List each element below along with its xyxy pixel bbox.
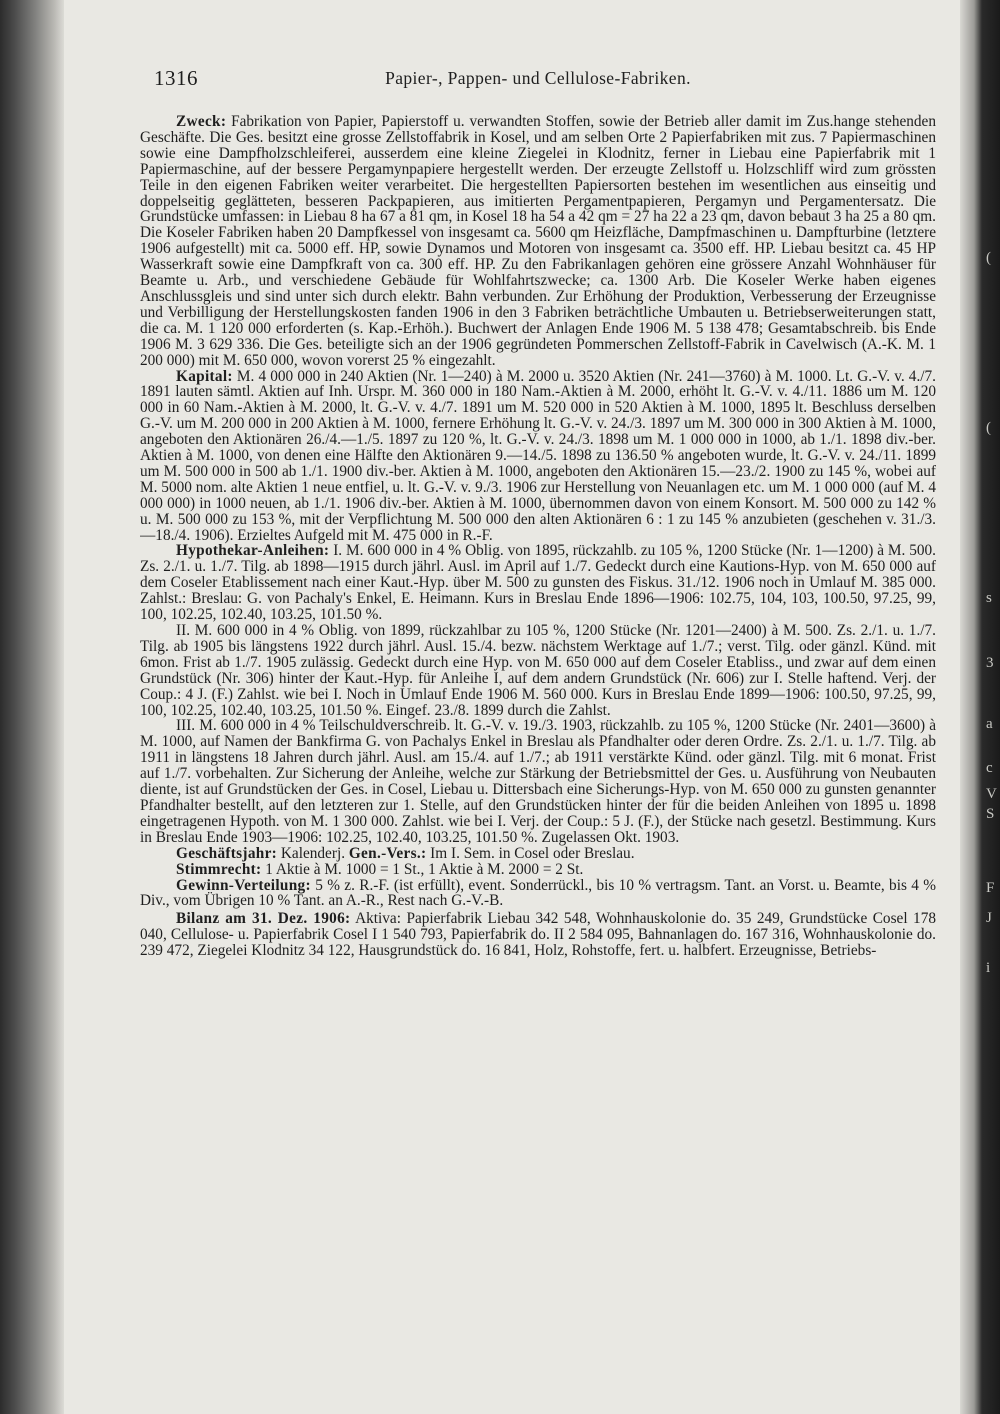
edge-fragment: i <box>986 960 991 976</box>
edge-fragment: S <box>986 806 995 822</box>
facing-page-edge <box>960 0 1000 1414</box>
section-stimmrecht <box>140 862 936 878</box>
section-anleihe-ii <box>140 623 936 718</box>
section-bilanz <box>140 911 936 959</box>
running-title: Papier-, Pappen- und Cellulose-Fabriken. <box>385 68 691 88</box>
page-body <box>140 106 936 959</box>
edge-fragment: c <box>986 760 993 776</box>
section-label: Gen.-Vers.: <box>348 844 427 862</box>
edge-fragment: ( <box>986 250 991 266</box>
section-label: Bilanz am 31. Dez. 1906: <box>176 910 351 928</box>
section-label: Gewinn-Verteilung: <box>176 876 311 894</box>
section-text: 1 Aktie à M. 1000 = 1 St., 1 Aktie à M. 2000 = 2 St. <box>261 860 584 878</box>
edge-fragment: s <box>986 590 992 606</box>
section-gewinn-verteilung <box>140 878 936 910</box>
section-label: Geschäftsjahr: <box>176 844 278 862</box>
edge-fragment: F <box>986 880 995 896</box>
section-label: Stimmrecht: <box>176 860 262 878</box>
edge-fragment: ( <box>986 420 991 436</box>
section-text: Kalenderj. <box>277 844 349 862</box>
section-text: 5 % z. R.-F. (ist erfüllt), event. Sonderrückl., bis 10 % vertragsm. Tant. an Vorst. u. Beamte, bis 4 % Div., vom Übrigen 10 % Tant. an A.-R., Rest nach G.-V.-B. <box>140 876 936 910</box>
edge-fragment: V <box>986 786 997 802</box>
page-header <box>140 62 936 106</box>
section-text: I. M. 600 000 in 4 % Oblig. von 1895, rückzahlb. zu 105 %, 1200 Stücke (Nr. 1—1200) à M. 500. Zs. 2./1. u. 1./7. Tilg. ab 1898—1915 durch jährl. Ausl. im April auf 1./7. Gedeckt durch eine Kautions-Hyp. von M. 650 000 auf dem Coseler Etablissement nach einer Kaut.-Hyp. über M. 500 zu gunsten des Fiskus. 31./12. 1906 noch in Umlauf M. 385 000. Zahlst.: Breslau: G. von Pachaly's Enkel, E. Heimann. Kurs in Breslau Ende 1896—1906: 102.75, 104, 103, 100.50, 97.25, 99, 100, 102.25, 102.40, 103.25, 101.50 %. <box>140 542 936 624</box>
section-zweck <box>140 114 936 369</box>
edge-fragment: 3 <box>986 655 994 671</box>
section-kapital <box>140 369 936 544</box>
section-text: M. 4 000 000 in 240 Aktien (Nr. 1—240) à M. 2000 u. 3520 Aktien (Nr. 241—3760) à M. 1000. Lt. G.-V. v. 4./7. 1891 lauten sämtl. Aktien auf Inh. Urspr. M. 360 000 in 180 Nam.-Aktien à M. 2000, erhöht lt. G.-V. v. 4./11. 1886 um M. 120 000 in 60 Nam.-Aktien à M. 2000, lt. G.-V. v. 4./7. 1891 um M. 520 000 in 520 Aktien à M. 1000, 1895 lt. Beschluss derselben G.-V. um M. 200 000 in 200 Aktien à M. 1000, fernere Erhöhung lt. G.-V. v. 24./3. 1897 um M. 300 000 in 300 Aktien à M. 1000, angeboten den Aktionären 26./4.—1./5. 1897 zu 120 %, lt. G.-V. v. 24./3. 1898 um M. 1 000 000 in 1000, ab 1./1. 1898 div.-ber. Aktien à M. 1000, von denen eine Hälfte den Aktionären 9.—14./5. 1898 zu 136.50 % angeboten wurde, lt. G.-V. v. 24./11. 1899 um M. 500 000 in 500 ab 1./1. 1900 div.-ber. Aktien à M. 1000, angeboten den Aktionären 15.—23./2. 1900 zu 145 %, wobei auf M. 5000 nom. alte Aktien 1 neue entfiel, u. lt. G.-V. v. 9./3. 1906 zur Herstellung von Neuanlagen etc. um M. 1 000 000 (auf M. 4 000 000) in 1000 neuen, ab 1./1. 1906 div.-ber. Aktien à M. 1000, übernommen davon von einem Konsort. M. 500 000 zu 142 % u. M. 500 000 zu 153 %, mit der Verpflichtung M. 500 000 den alten Aktionären 6 : 1 zu 145 % anzubieten (geschehen v. 31./3.—18./4. 1906). Erzieltes Aufgeld mit M. 475 000 in R.-F. <box>140 367 936 544</box>
document-page <box>140 62 936 1402</box>
section-label: Kapital: <box>176 367 233 385</box>
section-text: II. M. 600 000 in 4 % Oblig. von 1899, rückzahlbar zu 105 %, 1200 Stücke (Nr. 1201—2400) à M. 500. Zs. 2./1. u. 1./7. Tilg. ab 1905 bis längstens 1922 durch jährl. Ausl. 15./4. bezw. nächstem Werktage auf 1./7.; verst. Tilg. oder gänzl. Künd. mit 6mon. Frist ab 1./7. 1905 zulässig. Gedeckt durch eine Hyp. von M. 650 000 auf dem Coseler Etabliss., und zwar auf dem einen Grundstück (Nr. 306) hinter der Kaut.-Hyp. für Anleihe I, auf dem andern Grundstück (Nr. 606) zur I. Stelle haftend. Verj. der Coup.: 4 J. (F.) Zahlst. wie bei I. Noch in Umlauf Ende 1906 M. 560 000. Kurs in Breslau Ende 1899—1906: 100.50, 97.25, 99, 100, 102.25, 102.40, 103.25, 101.50 %. Eingef. 23./8. 1899 durch die Zahlst. <box>140 622 936 719</box>
section-text: Fabrikation von Papier, Papierstoff u. verwandten Stoffen, sowie der Betrieb aller damit im Zus.hange stehenden Geschäfte. Die Ges. besitzt eine grosse Zellstoffabrik in Kosel, und am selben Orte 2 Papierfabriken mit zus. 7 Papiermaschinen sowie eine Dampfholzschleiferei, ausserdem eine kleine Ziegelei in Klodnitz, ferner in Liebau eine Papierfabrik mit 1 Papiermaschine, auf der bessere Pergamynpapiere hergestellt werden. Der erzeugte Zellstoff u. Holzschliff wird zum grössten Teile in den eigenen Fabriken weiter verarbeitet. Die hergestellten Papiersorten bestehen im wesentlichen aus einseitig und doppelseitig geglätteten, besseren Packpapieren, aus imitierten Pergamentpapieren, Pergamyn und Pergamentersatz. Die Grundstücke umfassen: in Liebau 8 ha 67 a 81 qm, in Kosel 18 ha 54 a 42 qm = 27 ha 22 a 23 qm, davon bebaut 3 ha 25 a 80 qm. Die Koseler Fabriken haben 20 Dampfkessel von insgesamt ca. 5600 qm Heizfläche, Dampfmaschinen u. Dampfturbine (letztere 1906 aufgestellt) mit ca. 5000 eff. HP, sowie Dynamos und Motoren von insgesamt ca. 3500 eff. HP. Liebau besitzt ca. 45 HP Wasserkraft sowie eine Dampfkraft von ca. 300 eff. HP. Zu den Fabrikanlagen gehören eine grössere Anzahl Wohnhäuser für Beamte u. Arb., und verschiedene Gebäude für Wohlfahrtszwecke; ca. 1300 Arb. Die Koseler Werke haben eigenes Anschlussgleis und sind unter sich durch elektr. Bahn verbunden. Zur Erhöhung der Produktion, Verbesserung der Erzeugnisse und Verbilligung der Herstellungskosten fanden 1906 in den 3 Fabriken beträchtliche Umbauten u. Betriebserweiterungen statt, die ca. M. 1 120 000 erforderten (s. Kap.-Erhöh.). Buchwert der Anlagen Ende 1906 M. 5 138 478; Gesamtabschreib. bis Ende 1906 M. 3 629 336. Die Ges. beteiligte sich an der 1906 gegründeten Pommerschen Zellstoff-Fabrik in Cavelwisch (A.-K. M. 1 200 000) mit M. 650 000, wovon vorerst 25 % eingezahlt. <box>140 113 936 369</box>
section-anleihe-iii <box>140 718 936 845</box>
section-label: Zweck: <box>176 113 227 130</box>
section-hypothekar-anleihen <box>140 543 936 623</box>
edge-fragment: J <box>986 910 992 926</box>
section-text: Aktiva: Papierfabrik Liebau 342 548, Wohnhauskolonie do. 35 249, Grundstücke Cosel 178 040, Cellulose- u. Papierfabrik Cosel I 1 540 793, Papierfabrik do. II 2 584 095, Bahnanlagen do. 167 316, Wohnhauskolonie do. 239 472, Ziegelei Klodnitz 34 122, Hausgrundstück do. 16 841, Holz, Rohstoffe, fert. u. halbfert. Erzeugnisse, Betriebs- <box>140 910 936 960</box>
section-geschaeftsjahr <box>140 846 936 862</box>
book-binding-shadow <box>0 0 64 1414</box>
section-label: Hypothekar-Anleihen: <box>176 542 330 560</box>
edge-fragment: a <box>986 716 993 732</box>
page-number: 1316 <box>154 66 198 90</box>
section-text: III. M. 600 000 in 4 % Teilschuldverschreib. lt. G.-V. v. 19./3. 1903, rückzahlb. zu 105 %, 1200 Stücke (Nr. 2401—3600) à M. 1000, auf Namen der Bankfirma G. von Pachalys Enkel in Breslau als Pfandhalter oder deren Ordre. Zs. 2./1. u. 1./7. Tilg. ab 1911 in längstens 18 Jahren durch jährl. Ausl. am 15./4. auf 1./7.; ab 1911 verstärkte Künd. oder gänzl. Tilg. mit 6 monat. Frist auf 1./7. vorbehalten. Zur Sicherung der Anleihe, welche zur Stärkung der Betriebsmittel der Ges. u. Ausführung von Neubauten diente, ist auf Grundstücken der Ges. in Cosel, Liebau u. Dittersbach eine Sicherungs-Hyp. von M. 650 000 zu gunsten genannter Pfandhalter bestellt, auf den letzteren zur 1. Stelle, auf den Grundstücken hinter der für die beiden Anleihen von 1895 u. 1898 eingetragenen Hypoth. von M. 1 300 000. Zahlst. wie bei I. Verj. der Coup.: 5 J. (F.), der Stücke nach gesetzl. Bestimmung. Kurs in Breslau Ende 1903—1906: 102.25, 102.40, 103.25, 101.50 %. Zugelassen Okt. 1903. <box>140 717 936 846</box>
section-text: Im I. Sem. in Cosel oder Breslau. <box>426 844 635 862</box>
